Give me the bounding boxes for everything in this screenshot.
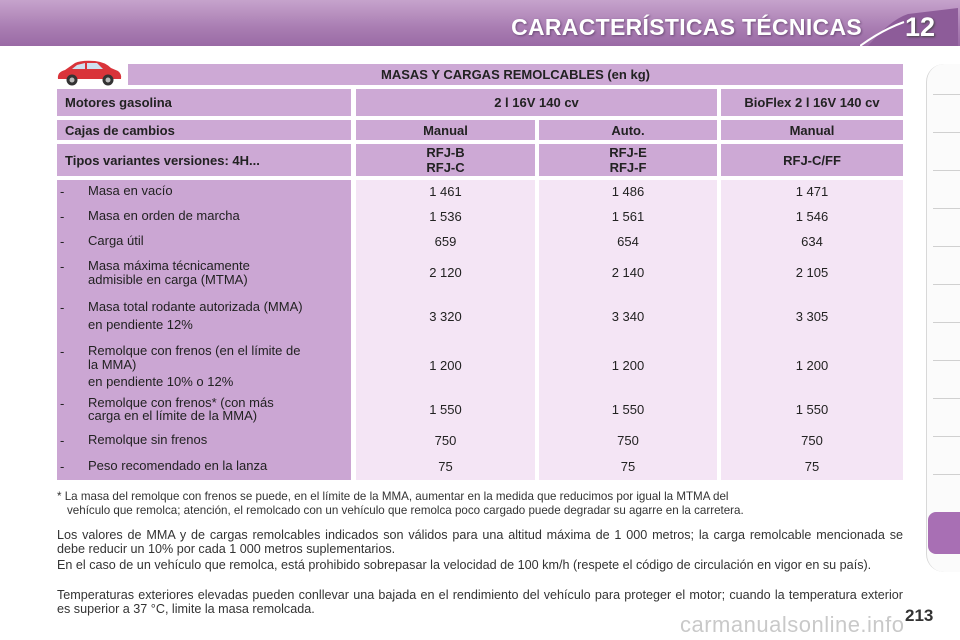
row-label: Masa máxima técnicamente [88,258,250,273]
variant-code: RFJ-F [609,160,647,175]
variant-col-2 [539,144,717,176]
row-value: 750 [801,433,823,448]
engine-label: Motores gasolina [57,89,351,116]
row-label: Remolque con frenos (en el límite de [88,343,301,358]
row-value: 75 [804,459,820,474]
page-number: 213 [905,606,934,625]
row-value: 2 140 [611,265,645,280]
row-label: carga en el límite de la MMA) [88,408,258,423]
variant-code: RFJ-C [426,160,465,175]
row-value: 654 [617,234,639,249]
row-value: 1 550 [429,402,462,417]
table-title: MASAS Y CARGAS REMOLCABLES (en kg) [128,64,903,85]
page-header [0,0,960,46]
row-value: 1 461 [429,184,462,199]
row-value: 3 305 [795,309,829,324]
variant-col-3 [721,144,903,176]
row-value: 1 200 [611,358,645,373]
row-value: 3 340 [611,309,645,324]
row-label: en pendiente 12% [88,317,193,332]
paragraph-speed: En el caso de un vehículo que remolca, está prohibido sobrepasar la velocidad de 100 km/h (respete el código de circulación en vigor en su país). [57,558,872,572]
row-value: 2 105 [795,265,829,280]
footnote-line: * La masa del remolque con frenos se puede, en el límite de la MMA, aumentar en la medida que reducimos por igual la MTMA del [57,490,729,503]
row-label: Peso recomendado en la lanza [88,458,268,473]
footnote-line: vehículo que remolca; atención, el remolcado con un vehículo que remolca poco cargado puede degradar su agarre en la carretera. [67,504,744,517]
engine-2l: 2 l 16V 140 cv [356,89,717,116]
row-value: 2 120 [429,265,462,280]
row-value: 750 [434,433,457,448]
variant-code: RFJ-E [609,145,647,160]
row-value: 1 546 [795,209,829,224]
gearbox-col-1: Manual [356,120,535,140]
row-value: 1 536 [429,209,462,224]
row-value: 659 [434,234,457,249]
row-value: 1 550 [611,402,645,417]
row-value: 75 [620,459,636,474]
paragraph-altitude: Los valores de MMA y de cargas remolcables indicados son válidos para una altitud máxima de 1 000 metros; la carga remolcable mencionada se debe reducir un 10% por cada 1 000 metros suplementarios. [57,528,903,556]
row-value: 3 320 [429,309,462,324]
row-label: en pendiente 10% o 12% [88,374,234,389]
gearbox-col-2: Auto. [539,120,717,140]
row-label: admisible en carga (MTMA) [88,272,248,287]
gearbox-label: Cajas de cambios [57,120,351,140]
section-title: CARACTERÍSTICAS TÉCNICAS [511,14,862,40]
row-label: Carga útil [88,233,144,248]
engine-bioflex: BioFlex 2 l 16V 140 cv [721,89,903,116]
variant-code: RFJ-B [426,145,465,160]
row-value: 634 [801,234,823,249]
row-value: 1 200 [429,358,462,373]
row-value: 1 550 [795,402,829,417]
row-label: Masa total rodante autorizada (MMA) [88,299,303,314]
row-value: 1 561 [611,209,645,224]
watermark: carmanualsonline.info [680,612,905,637]
row-value: 75 [438,459,453,474]
paragraph-temperature: Temperaturas exteriores elevadas pueden conllevar una bajada en el rendimiento del vehículo para proteger el motor; cuando la temperatura exterior es superior a 37 °C, limite la masa remolcada. [57,588,903,616]
footnote [57,490,903,518]
chapter-tab-strip [926,64,960,572]
row-label: Remolque sin frenos [88,432,208,447]
row-value: 750 [617,433,639,448]
chapter-number: 12 [904,12,936,42]
red-car-icon [55,58,123,88]
variant-col-1 [356,144,535,176]
row-value: 1 471 [795,184,829,199]
row-label: Masa en vacío [88,183,173,198]
variant-label: Tipos variantes versiones: 4H... [57,144,351,176]
row-value: 1 486 [611,184,645,199]
row-label: Masa en orden de marcha [88,208,240,223]
gearbox-col-3: Manual [721,120,903,140]
row-label: la MMA) [88,357,137,372]
row-value: 1 200 [795,358,829,373]
variant-code: RFJ-C/FF [783,152,841,168]
chapter-tab-active[interactable] [928,512,960,554]
row-label: Remolque con frenos* (con más [88,395,274,410]
